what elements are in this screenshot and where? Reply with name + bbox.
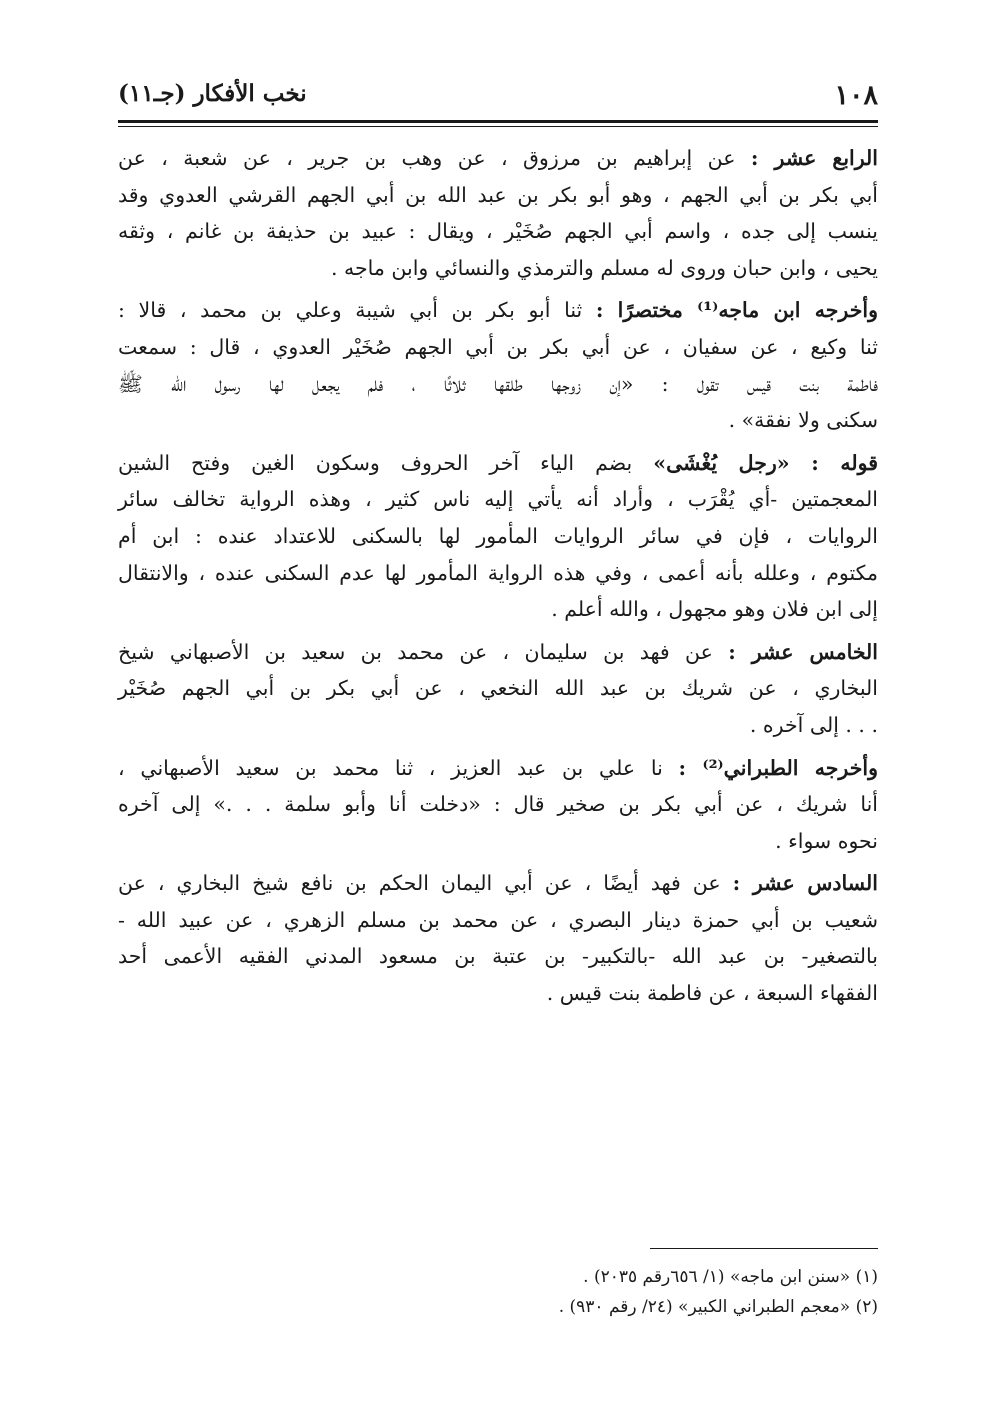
text-line: [118, 140, 878, 177]
paragraph: [118, 750, 878, 860]
paragraph-lead: قوله : «رجل يُغْشَى»: [653, 450, 879, 475]
text-line: الروايات ، فإن في سائر الروايات المأمور لها بالسكنى للاعتداد عنده : ابن أم: [118, 523, 878, 548]
header-rule-thin: [118, 126, 878, 127]
paragraph-lead: السادس عشر :: [732, 871, 878, 896]
footnote-2: (٢) «معجم الطبراني الكبير» (٢٤/ رقم ٩٣٠) .: [558, 1297, 878, 1317]
text-line: [118, 292, 878, 329]
main-text: [118, 140, 878, 1012]
text-line: فاطمة بنت قيس تقول : «إن زوجها طلقها ثلاثًا ، فلم يجعل لها رسول الله ﷺ: [118, 371, 878, 396]
text-line: بالتصغير- بن عبد الله -بالتكبير- بن عتبة بن مسعود المدني الفقيه الأعمى أحد: [118, 944, 878, 969]
paragraph-text: عن فهد بن سليمان ، عن محمد بن سعيد بن الأصبهاني شيخ: [118, 639, 729, 664]
header-rule-thick: [118, 120, 878, 123]
paragraph: [118, 634, 878, 744]
paragraph-text: عن فهد أيضًا ، عن أبي اليمان الحكم بن نافع شيخ البخاري ، عن: [118, 871, 733, 896]
paragraph-lead: الرابع عشر :: [750, 146, 878, 170]
page-header: [118, 76, 878, 116]
text-line: البخاري ، عن شريك بن عبد الله النخعي ، عن أبي بكر بن أبي الجهم صُخَيْر: [118, 676, 878, 701]
paragraph-text: بضم الياء آخر الحروف وسكون الغين وفتح الشين: [118, 450, 654, 475]
paragraph: [118, 140, 878, 286]
text-line: يحيى ، وابن حبان وروى له مسلم والترمذي والنسائي وابن ماجه .: [330, 255, 878, 280]
running-title: نخب الأفكار (جـ١١): [118, 80, 307, 107]
text-line: الفقهاء السبعة ، عن فاطمة بنت قيس .: [546, 981, 878, 1006]
text-line: أبي بكر بن أبي الجهم ، وهو أبو بكر بن عبد الله بن أبي الجهم القرشي العدوي وقد: [118, 182, 878, 207]
footnotes: [118, 1262, 878, 1322]
text-line: [118, 445, 878, 482]
text-line: سكنى ولا نفقة» .: [728, 408, 878, 433]
text-line: شعيب بن أبي حمزة دينار البصري ، عن محمد بن مسلم الزهري ، عن عبيد الله -: [118, 907, 878, 932]
text-line: مكتوم ، وعلله بأنه أعمى ، وفي هذه الرواية المأمور لها عدم السكنى عنده ، والانتقال: [118, 560, 878, 585]
paragraph-text: ثنا أبو بكر بن أبي شيبة وعلي بن محمد ، قالا :: [118, 298, 596, 323]
paragraph: [118, 865, 878, 1011]
text-line: ثنا وكيع ، عن سفيان ، عن أبي بكر بن أبي الجهم صُخَيْر العدوي ، قال : سمعت: [118, 334, 878, 359]
text-line: . . . إلى آخره .: [749, 712, 878, 737]
paragraph: [118, 445, 878, 628]
paragraph-lead: الخامس عشر :: [728, 639, 878, 664]
paragraph-text: عن إبراهيم بن مرزوق ، عن وهب بن جرير ، عن شعبة ، عن: [118, 146, 751, 170]
text-line: المعجمتين -أي يُقْرَب ، وأراد أنه يأتي إليه ناس كثير ، وهذه الرواية تخالف سائر: [118, 487, 878, 512]
text-line: أنا شريك ، عن أبي بكر بن صخير قال : «دخلت أنا وأبو سلمة . . .» إلى آخره: [118, 792, 878, 817]
footnote-separator: [650, 1248, 878, 1249]
paragraph-lead: وأخرجه ابن ماجه⁽¹⁾ مختصرًا :: [595, 298, 878, 323]
paragraph-text: نا علي بن عبد العزيز ، ثنا محمد بن سعيد الأصبهاني ،: [118, 755, 679, 780]
text-line: نحوه سواء .: [775, 828, 878, 853]
text-line: [118, 750, 878, 787]
text-line: [118, 865, 878, 902]
paragraph: [118, 292, 878, 438]
paragraph-lead: وأخرجه الطبراني⁽²⁾ :: [678, 755, 878, 780]
text-line: [118, 634, 878, 671]
page-number: ١٠٨: [834, 80, 878, 111]
footnote-1: (١) «سنن ابن ماجه» (١/ ٦٥٦رقم ٢٠٣٥) .: [583, 1267, 878, 1287]
text-line: ينسب إلى جده ، واسم أبي الجهم صُخَيْر ، ويقال : عبيد بن حذيفة بن غانم ، وثقه: [118, 219, 878, 244]
text-line: إلى ابن فلان وهو مجهول ، والله أعلم .: [551, 597, 878, 622]
